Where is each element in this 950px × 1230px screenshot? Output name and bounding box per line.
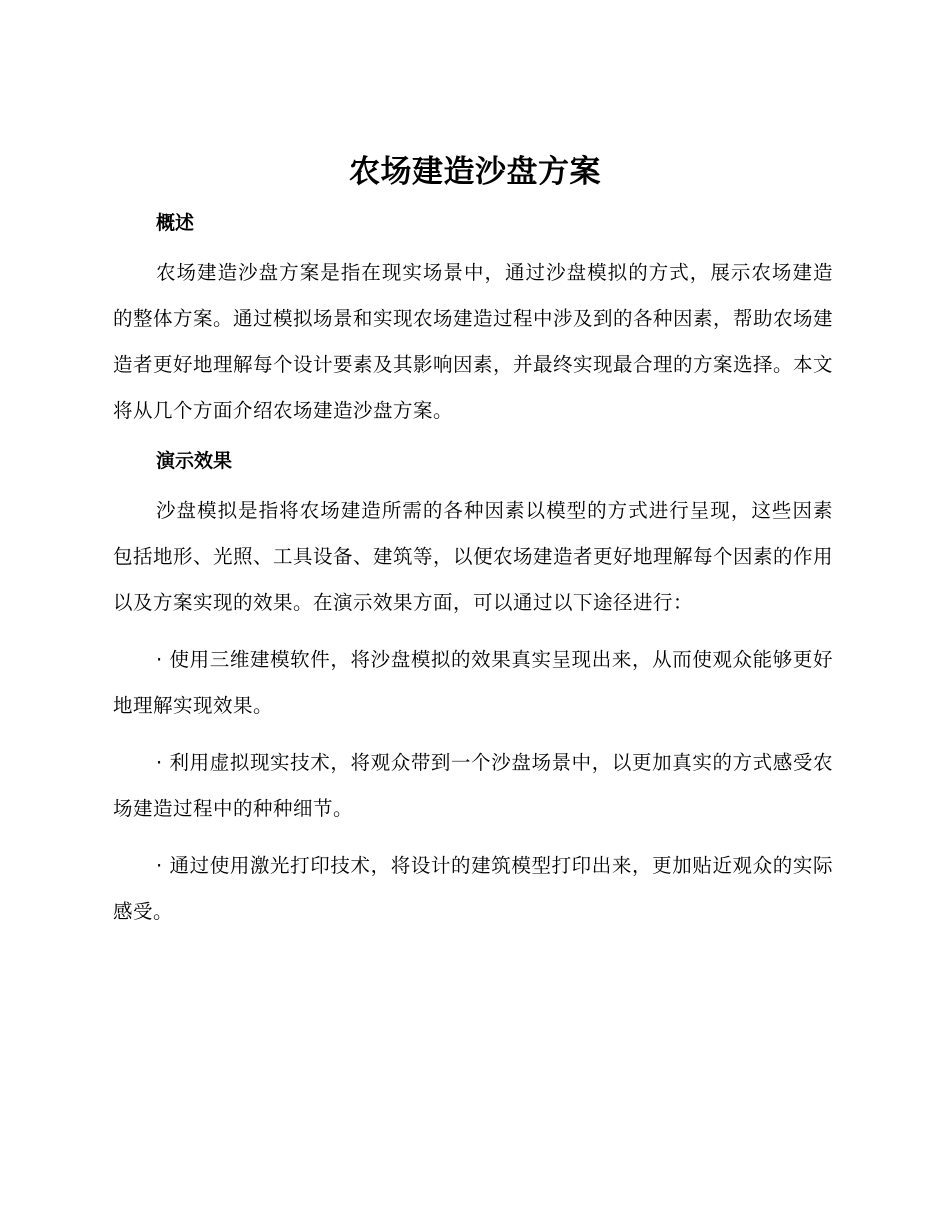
paragraph: 农场建造沙盘方案是指在现实场景中，通过沙盘模拟的方式，展示农场建造的整体方案。通过模拟场景和实现农场建造过程中涉及到的各种因素，帮助农场建造者更好地理解每个设计要素及其影响因素，并最终实现最合理的方案选择。本文将从几个方面介绍农场建造沙盘方案。 (113, 261, 834, 422)
section-heading: 概述 (156, 212, 195, 234)
section-heading: 演示效果 (156, 450, 233, 472)
section-demo-effect (113, 438, 833, 935)
bullet-item: · 通过使用激光打印技术，将设计的建筑模型打印出来，更加贴近观众的实际感受。 (113, 854, 833, 923)
document-body (113, 200, 833, 935)
bullet-item: · 使用三维建模软件，将沙盘模拟的效果真实呈现出来，从而使观众能够更好地理解实现效果。 (113, 648, 833, 717)
section-overview (113, 200, 833, 434)
paragraph: 沙盘模拟是指将农场建造所需的各种因素以模型的方式进行呈现，这些因素包括地形、光照、工具设备、建筑等，以便农场建造者更好地理解每个因素的作用以及方案实现的效果。在演示效果方面，可以通过以下途径进行： (113, 499, 834, 614)
bullet-item: · 利用虚拟现实技术，将观众带到一个沙盘场景中，以更加真实的方式感受农场建造过程中的种种细节。 (113, 751, 833, 820)
page-title: 农场建造沙盘方案 (349, 154, 601, 190)
